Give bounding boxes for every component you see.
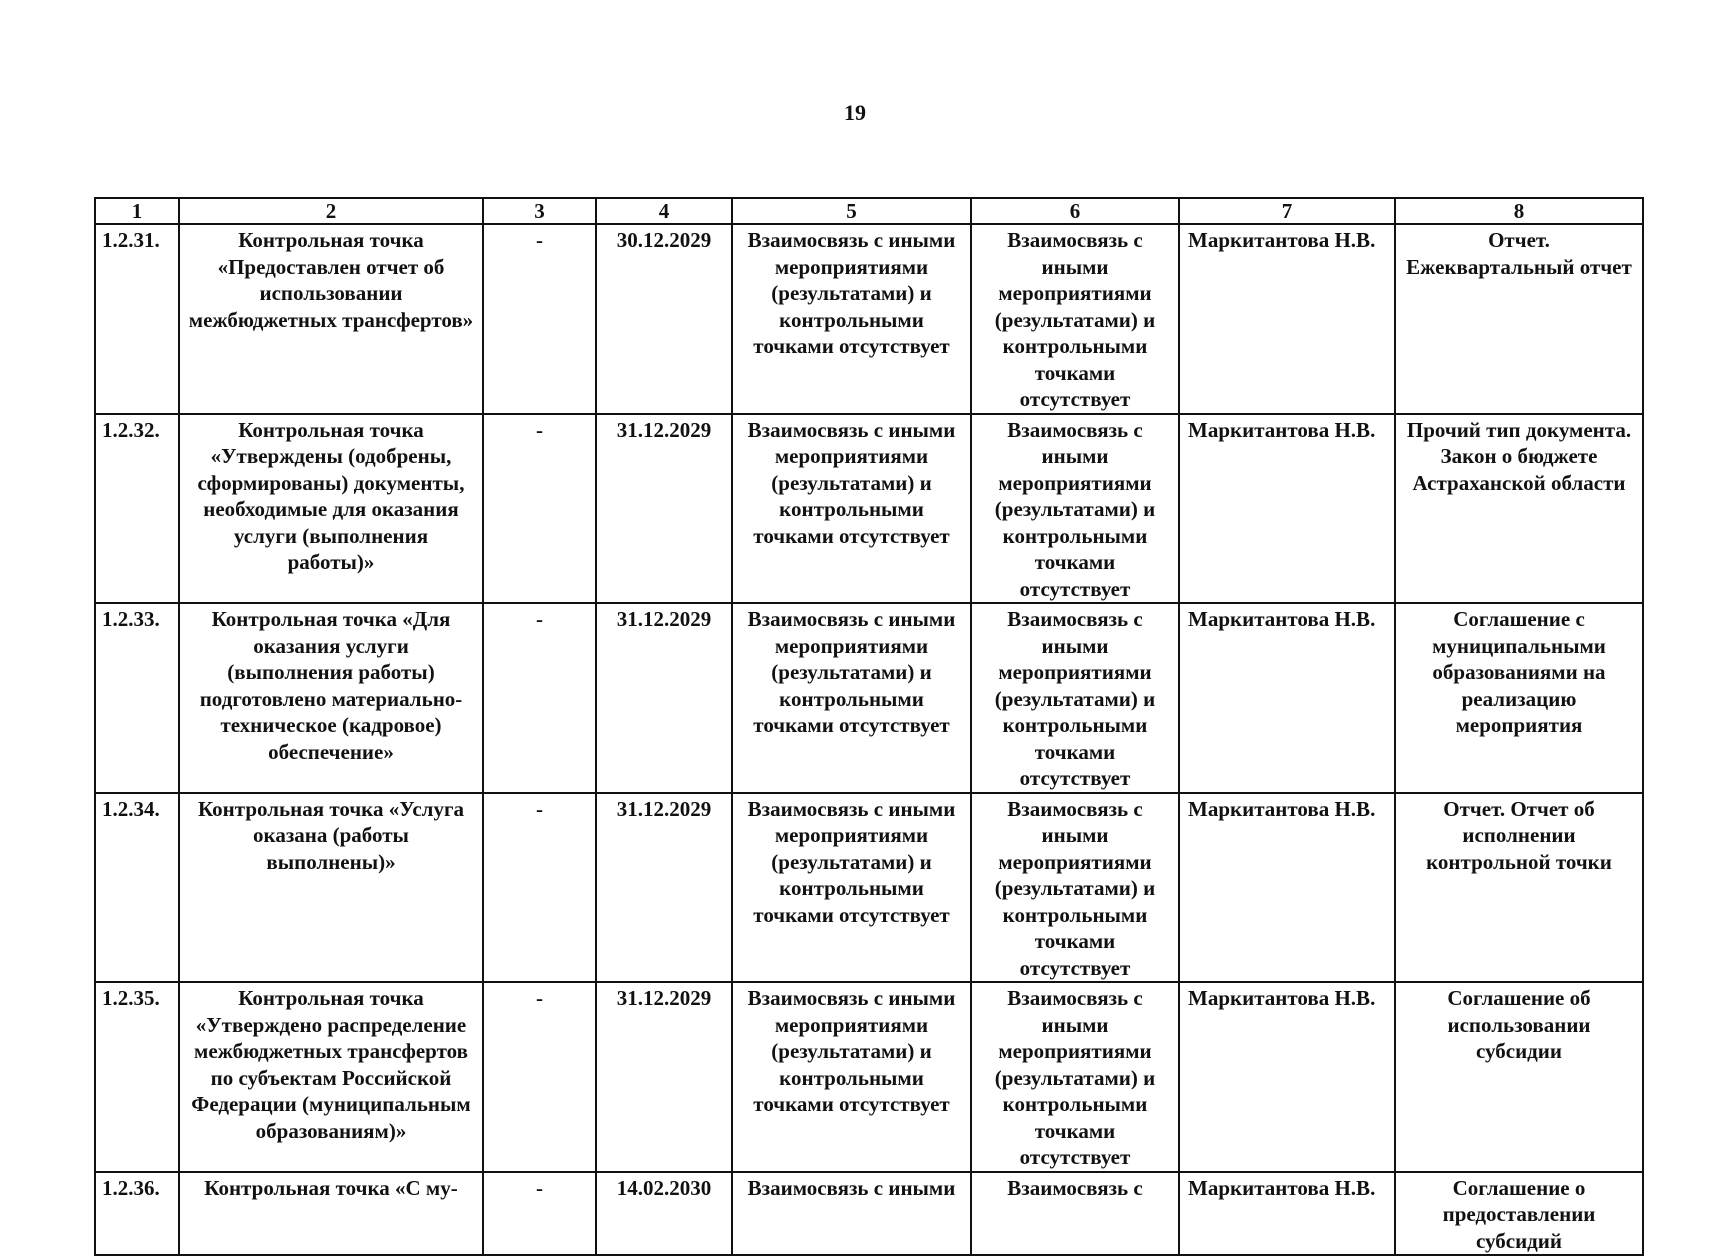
column-3-value: - bbox=[483, 603, 596, 793]
due-date: 31.12.2029 bbox=[596, 793, 732, 983]
row-number: 1.2.34. bbox=[95, 793, 179, 983]
relation-results: Взаимосвязь с иными мероприятиями (результатами) и контрольными точками отсутствует bbox=[971, 603, 1179, 793]
column-header: 5 bbox=[732, 198, 971, 224]
due-date: 31.12.2029 bbox=[596, 603, 732, 793]
row-number: 1.2.36. bbox=[95, 1172, 179, 1256]
due-date: 31.12.2029 bbox=[596, 982, 732, 1172]
column-header: 2 bbox=[179, 198, 483, 224]
relation-events: Взаимосвязь с иными мероприятиями (результатами) и контрольными точками отсутствует bbox=[732, 982, 971, 1172]
responsible-person: Маркитантова Н.В. bbox=[1179, 414, 1395, 604]
relation-results: Взаимосвязь с иными мероприятиями (результатами) и контрольными точками отсутствует bbox=[971, 793, 1179, 983]
column-header: 6 bbox=[971, 198, 1179, 224]
table-row bbox=[95, 1172, 1643, 1256]
relation-events: Взаимосвязь с иными bbox=[732, 1172, 971, 1256]
control-points-table bbox=[94, 197, 1644, 1256]
table-body bbox=[95, 198, 1643, 1255]
responsible-person: Маркитантова Н.В. bbox=[1179, 1172, 1395, 1256]
relation-results: Взаимосвязь с bbox=[971, 1172, 1179, 1256]
column-3-value: - bbox=[483, 414, 596, 604]
document-type: Отчет. Ежеквартальный отчет bbox=[1395, 224, 1643, 414]
control-point-name: Контрольная точка «Утверждено распределение межбюджетных трансфертов по субъектам Российской Федерации (муниципальным образованиям)» bbox=[179, 982, 483, 1172]
document-type: Соглашение об использовании субсидии bbox=[1395, 982, 1643, 1172]
table-row bbox=[95, 603, 1643, 793]
control-point-name: Контрольная точка «Для оказания услуги (выполнения работы) подготовлено материально-техническое (кадровое) обеспечение» bbox=[179, 603, 483, 793]
table-header-row bbox=[95, 198, 1643, 224]
control-point-name: Контрольная точка «Утверждены (одобрены, сформированы) документы, необходимые для оказания услуги (выполнения работы)» bbox=[179, 414, 483, 604]
row-number: 1.2.31. bbox=[95, 224, 179, 414]
column-3-value: - bbox=[483, 1172, 596, 1256]
document-type: Соглашение о предоставлении субсидий bbox=[1395, 1172, 1643, 1256]
table-row bbox=[95, 414, 1643, 604]
due-date: 30.12.2029 bbox=[596, 224, 732, 414]
document-type: Соглашение с муниципальными образованиями на реализацию мероприятия bbox=[1395, 603, 1643, 793]
relation-events: Взаимосвязь с иными мероприятиями (результатами) и контрольными точками отсутствует bbox=[732, 224, 971, 414]
relation-events: Взаимосвязь с иными мероприятиями (результатами) и контрольными точками отсутствует bbox=[732, 603, 971, 793]
relation-results: Взаимосвязь с иными мероприятиями (результатами) и контрольными точками отсутствует bbox=[971, 224, 1179, 414]
page-number: 19 bbox=[844, 100, 866, 125]
relation-results: Взаимосвязь с иными мероприятиями (результатами) и контрольными точками отсутствует bbox=[971, 414, 1179, 604]
column-3-value: - bbox=[483, 224, 596, 414]
column-header: 7 bbox=[1179, 198, 1395, 224]
table-row bbox=[95, 793, 1643, 983]
due-date: 31.12.2029 bbox=[596, 414, 732, 604]
control-point-name: Контрольная точка «Услуга оказана (работы выполнены)» bbox=[179, 793, 483, 983]
table-row bbox=[95, 224, 1643, 414]
relation-results: Взаимосвязь с иными мероприятиями (результатами) и контрольными точками отсутствует bbox=[971, 982, 1179, 1172]
column-3-value: - bbox=[483, 982, 596, 1172]
relation-events: Взаимосвязь с иными мероприятиями (результатами) и контрольными точками отсутствует bbox=[732, 793, 971, 983]
row-number: 1.2.32. bbox=[95, 414, 179, 604]
row-number: 1.2.33. bbox=[95, 603, 179, 793]
control-point-name: Контрольная точка «Предоставлен отчет об использовании межбюджетных трансфертов» bbox=[179, 224, 483, 414]
responsible-person: Маркитантова Н.В. bbox=[1179, 603, 1395, 793]
responsible-person: Маркитантова Н.В. bbox=[1179, 793, 1395, 983]
column-header: 8 bbox=[1395, 198, 1643, 224]
due-date: 14.02.2030 bbox=[596, 1172, 732, 1256]
responsible-person: Маркитантова Н.В. bbox=[1179, 982, 1395, 1172]
responsible-person: Маркитантова Н.В. bbox=[1179, 224, 1395, 414]
column-header: 4 bbox=[596, 198, 732, 224]
relation-events: Взаимосвязь с иными мероприятиями (результатами) и контрольными точками отсутствует bbox=[732, 414, 971, 604]
row-number: 1.2.35. bbox=[95, 982, 179, 1172]
column-header: 1 bbox=[95, 198, 179, 224]
document-type: Отчет. Отчет об исполнении контрольной точки bbox=[1395, 793, 1643, 983]
column-3-value: - bbox=[483, 793, 596, 983]
table-row bbox=[95, 982, 1643, 1172]
document-type: Прочий тип документа. Закон о бюджете Астраханской области bbox=[1395, 414, 1643, 604]
control-point-name: Контрольная точка «С му- bbox=[179, 1172, 483, 1256]
column-header: 3 bbox=[483, 198, 596, 224]
